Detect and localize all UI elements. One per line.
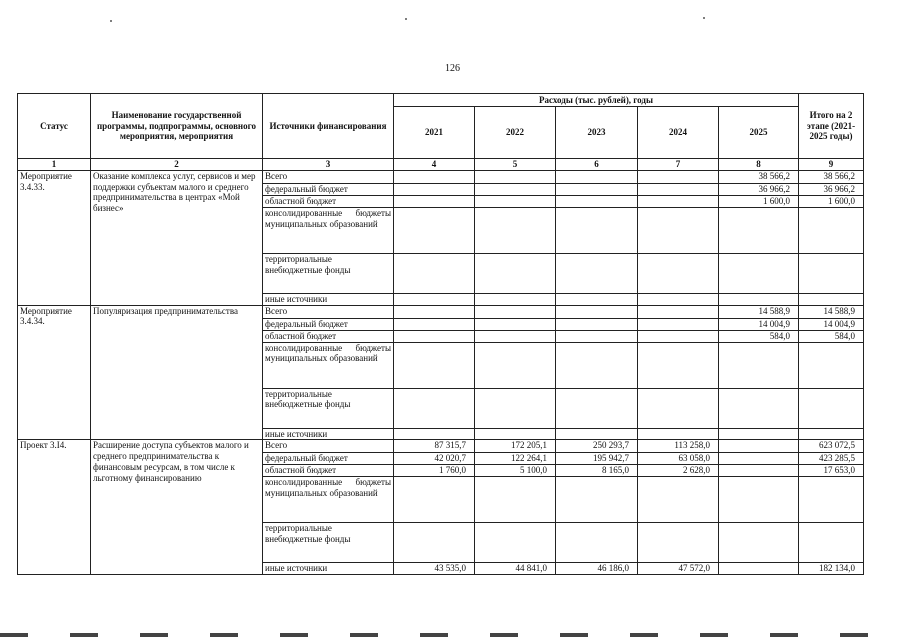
year-value-cell: [719, 253, 799, 293]
year-value-cell: [394, 253, 475, 293]
column-number-row: [18, 159, 864, 171]
year-value-cell: [556, 477, 638, 523]
year-value-cell: [556, 293, 638, 305]
table-row: [18, 305, 864, 318]
year-value-cell: [638, 195, 719, 207]
header-sources: Источники финансирования: [263, 94, 394, 159]
total-value-cell: [799, 388, 864, 428]
column-number: 4: [394, 159, 475, 171]
year-value-cell: [475, 183, 556, 195]
year-value-cell: [394, 305, 475, 318]
total-value-cell: 14 588,9: [799, 305, 864, 318]
total-value-cell: 423 285,5: [799, 453, 864, 465]
year-value-cell: [719, 453, 799, 465]
year-value-cell: [638, 428, 719, 440]
funding-source-cell: федеральный бюджет: [263, 453, 394, 465]
total-value-cell: [799, 523, 864, 563]
year-value-cell: [475, 428, 556, 440]
year-value-cell: [556, 523, 638, 563]
year-value-cell: [556, 318, 638, 330]
funding-source-cell: территориальные внебюджетные фонды: [263, 388, 394, 428]
funding-source-cell: федеральный бюджет: [263, 183, 394, 195]
year-value-cell: 113 258,0: [638, 440, 719, 453]
funding-source-cell: Всего: [263, 305, 394, 318]
year-value-cell: [394, 195, 475, 207]
year-value-cell: [638, 305, 719, 318]
year-value-cell: [638, 253, 719, 293]
header-year-2025: 2025: [719, 107, 799, 159]
year-value-cell: [719, 207, 799, 253]
year-value-cell: [556, 330, 638, 342]
total-value-cell: [799, 207, 864, 253]
total-value-cell: 17 653,0: [799, 465, 864, 477]
column-number: 6: [556, 159, 638, 171]
header-name: Наименование государственной программы, подпрограммы, основного мероприятия, мероприятия: [91, 94, 263, 159]
header-year-2023: 2023: [556, 107, 638, 159]
funding-source-cell: иные источники: [263, 428, 394, 440]
funding-source-cell: иные источники: [263, 563, 394, 575]
year-value-cell: 42 020,7: [394, 453, 475, 465]
total-value-cell: [799, 428, 864, 440]
year-value-cell: 36 966,2: [719, 183, 799, 195]
measure-name-cell: Оказание комплекса услуг, сервисов и мер поддержки субъектам малого и среднего предпринимательства в центрах «Мой бизнес»: [91, 170, 263, 305]
total-value-cell: 182 134,0: [799, 563, 864, 575]
scan-edge-dashes: [0, 633, 905, 637]
header-year-2021: 2021: [394, 107, 475, 159]
total-value-cell: 38 566,2: [799, 170, 864, 183]
funding-source-cell: Всего: [263, 170, 394, 183]
year-value-cell: [475, 523, 556, 563]
year-value-cell: 43 535,0: [394, 563, 475, 575]
year-value-cell: [719, 388, 799, 428]
column-number: 9: [799, 159, 864, 171]
year-value-cell: [475, 170, 556, 183]
year-value-cell: 1 600,0: [719, 195, 799, 207]
header-expenses: Расходы (тыс. рублей), годы: [394, 94, 799, 107]
year-value-cell: [638, 318, 719, 330]
year-value-cell: 172 205,1: [475, 440, 556, 453]
year-value-cell: [556, 342, 638, 388]
year-value-cell: [475, 318, 556, 330]
year-value-cell: 63 058,0: [638, 453, 719, 465]
year-value-cell: 5 100,0: [475, 465, 556, 477]
year-value-cell: [719, 563, 799, 575]
year-value-cell: [394, 388, 475, 428]
year-value-cell: [556, 195, 638, 207]
year-value-cell: [556, 428, 638, 440]
year-value-cell: [638, 170, 719, 183]
year-value-cell: [638, 342, 719, 388]
funding-source-cell: областной бюджет: [263, 330, 394, 342]
year-value-cell: [475, 388, 556, 428]
total-value-cell: 623 072,5: [799, 440, 864, 453]
year-value-cell: 8 165,0: [556, 465, 638, 477]
scan-speck: [703, 17, 705, 19]
total-value-cell: 36 966,2: [799, 183, 864, 195]
year-value-cell: 2 628,0: [638, 465, 719, 477]
year-value-cell: [556, 253, 638, 293]
year-value-cell: [394, 523, 475, 563]
year-value-cell: [556, 183, 638, 195]
funding-source-cell: Всего: [263, 440, 394, 453]
status-cell: Мероприятие 3.4.34.: [18, 305, 91, 440]
year-value-cell: [394, 330, 475, 342]
year-value-cell: 44 841,0: [475, 563, 556, 575]
status-cell: Мероприятие 3.4.33.: [18, 170, 91, 305]
total-value-cell: 1 600,0: [799, 195, 864, 207]
funding-source-cell: территориальные внебюджетные фонды: [263, 253, 394, 293]
year-value-cell: 87 315,7: [394, 440, 475, 453]
column-number: 7: [638, 159, 719, 171]
total-value-cell: 584,0: [799, 330, 864, 342]
measure-name-cell: Расширение доступа субъектов малого и среднего предпринимательства к финансовым ресурсам, в том числе к льготному финансированию: [91, 440, 263, 575]
column-number: 3: [263, 159, 394, 171]
year-value-cell: [394, 318, 475, 330]
year-value-cell: [475, 330, 556, 342]
table-row: [18, 440, 864, 453]
year-value-cell: [719, 465, 799, 477]
total-value-cell: [799, 477, 864, 523]
year-value-cell: 46 186,0: [556, 563, 638, 575]
year-value-cell: [638, 330, 719, 342]
year-value-cell: 584,0: [719, 330, 799, 342]
scan-speck: [405, 18, 407, 20]
total-value-cell: [799, 253, 864, 293]
year-value-cell: [719, 293, 799, 305]
header-total: Итого на 2 этапе (2021-2025 годы): [799, 94, 864, 159]
header-year-2022: 2022: [475, 107, 556, 159]
funding-source-cell: федеральный бюджет: [263, 318, 394, 330]
year-value-cell: [475, 305, 556, 318]
funding-source-cell: территориальные внебюджетные фонды: [263, 523, 394, 563]
year-value-cell: [638, 293, 719, 305]
year-value-cell: [719, 477, 799, 523]
year-value-cell: [719, 440, 799, 453]
year-value-cell: [394, 207, 475, 253]
year-value-cell: [719, 428, 799, 440]
funding-source-cell: областной бюджет: [263, 465, 394, 477]
year-value-cell: [638, 183, 719, 195]
year-value-cell: [394, 170, 475, 183]
funding-source-cell: иные источники: [263, 293, 394, 305]
year-value-cell: [475, 342, 556, 388]
column-number: 8: [719, 159, 799, 171]
year-value-cell: [475, 477, 556, 523]
year-value-cell: [394, 342, 475, 388]
header-year-2024: 2024: [638, 107, 719, 159]
year-value-cell: [556, 170, 638, 183]
year-value-cell: [638, 388, 719, 428]
header-status: Статус: [18, 94, 91, 159]
year-value-cell: [556, 207, 638, 253]
year-value-cell: [556, 305, 638, 318]
total-value-cell: 14 004,9: [799, 318, 864, 330]
funding-source-cell: областной бюджет: [263, 195, 394, 207]
table-row: [18, 170, 864, 183]
year-value-cell: [394, 477, 475, 523]
year-value-cell: [394, 428, 475, 440]
funding-source-cell: консолидированные бюджеты муниципальных образований: [263, 477, 394, 523]
year-value-cell: [638, 207, 719, 253]
year-value-cell: [475, 293, 556, 305]
year-value-cell: [638, 523, 719, 563]
year-value-cell: [475, 195, 556, 207]
year-value-cell: [638, 477, 719, 523]
year-value-cell: [719, 523, 799, 563]
funding-source-cell: консолидированные бюджеты муниципальных образований: [263, 207, 394, 253]
year-value-cell: 14 004,9: [719, 318, 799, 330]
year-value-cell: [719, 342, 799, 388]
page-number: 126: [445, 63, 460, 74]
column-number: 2: [91, 159, 263, 171]
year-value-cell: 38 566,2: [719, 170, 799, 183]
total-value-cell: [799, 293, 864, 305]
total-value-cell: [799, 342, 864, 388]
year-value-cell: [475, 253, 556, 293]
scan-speck: [110, 20, 112, 22]
measure-name-cell: Популяризация предпринимательства: [91, 305, 263, 440]
status-cell: Проект 3.I4.: [18, 440, 91, 575]
year-value-cell: 47 572,0: [638, 563, 719, 575]
year-value-cell: 250 293,7: [556, 440, 638, 453]
year-value-cell: [556, 388, 638, 428]
year-value-cell: [394, 183, 475, 195]
table-body: [18, 170, 864, 575]
column-number: 5: [475, 159, 556, 171]
year-value-cell: 1 760,0: [394, 465, 475, 477]
financing-table: [17, 93, 864, 575]
funding-source-cell: консолидированные бюджеты муниципальных образований: [263, 342, 394, 388]
year-value-cell: [394, 293, 475, 305]
year-value-cell: 14 588,9: [719, 305, 799, 318]
year-value-cell: 122 264,1: [475, 453, 556, 465]
year-value-cell: [475, 207, 556, 253]
year-value-cell: 195 942,7: [556, 453, 638, 465]
column-number: 1: [18, 159, 91, 171]
